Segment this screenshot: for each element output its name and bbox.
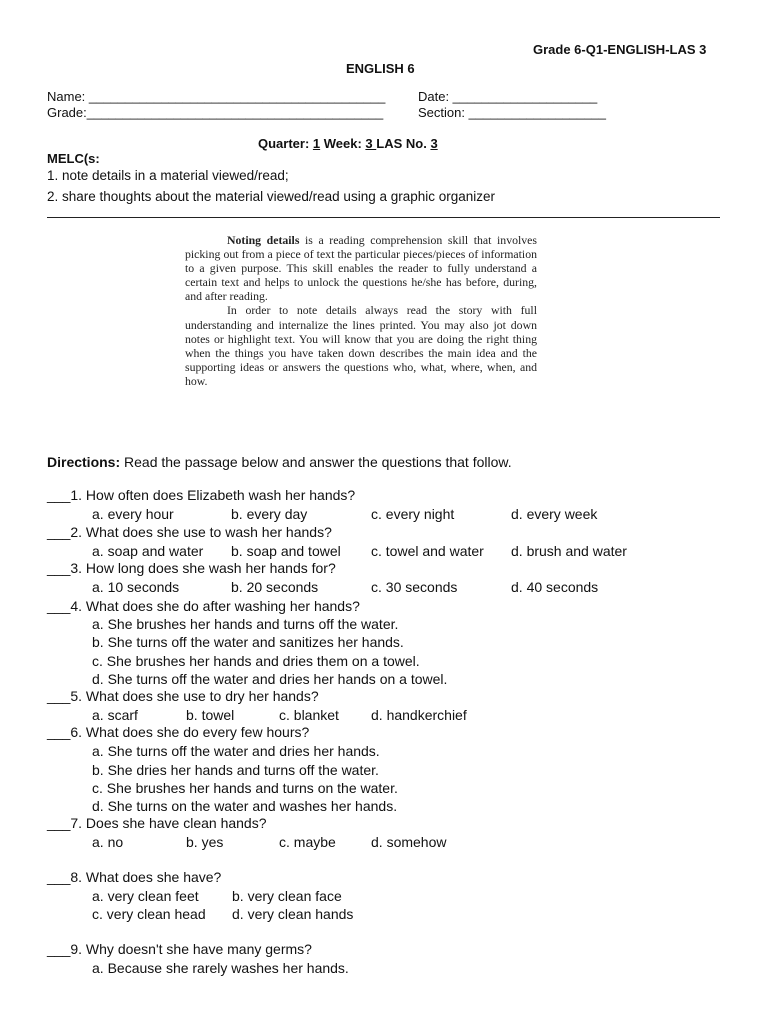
q4-option-c: c. She brushes her hands and dries them on a towel. [92, 653, 420, 669]
q1-option-c: c. every night [371, 506, 455, 522]
q7-option-a: a. no [92, 834, 124, 850]
las-label: LAS No. [376, 136, 431, 151]
quarter-week-line [258, 136, 438, 151]
q4-option-b: b. She turns off the water and sanitizes her hands. [92, 634, 404, 650]
q9-option-a: a. Because she rarely washes her hands. [92, 960, 349, 976]
q5-option-a: a. scarf [92, 707, 138, 723]
date-field: Date: ____________________ [418, 89, 598, 104]
q6-option-c: c. She brushes her hands and turns on the water. [92, 780, 398, 796]
directions-label: Directions: [47, 454, 121, 470]
question-3: ___3. How long does she wash her hands for? [47, 560, 336, 576]
q4-option-d: d. She turns off the water and dries her hands on a towel. [92, 671, 448, 687]
q5-option-d: d. handkerchief [371, 707, 467, 723]
melc-title: MELC(s: [47, 151, 100, 166]
question-4: ___4. What does she do after washing her hands? [47, 598, 360, 614]
q8-option-c: c. very clean head [92, 906, 206, 922]
q7-option-c: c. maybe [279, 834, 336, 850]
directions [47, 454, 512, 470]
question-7: ___7. Does she have clean hands? [47, 815, 267, 831]
melc-item: 2. share thoughts about the material viewed/read using a graphic organizer [47, 189, 496, 204]
question-6: ___6. What does she do every few hours? [47, 724, 310, 740]
question-9: ___9. Why doesn't she have many germs? [47, 941, 312, 957]
q1-option-d: d. every week [511, 506, 598, 522]
directions-text: Read the passage below and answer the questions that follow. [120, 454, 512, 470]
q3-option-a: a. 10 seconds [92, 579, 180, 595]
q3-option-b: b. 20 seconds [231, 579, 319, 595]
q1-option-b: b. every day [231, 506, 308, 522]
passage-text-1: is a reading comprehension skill that involves picking out from a piece of text the particular pieces/pieces of information to a given purpose. This skill enables the reader to fully understand a certain text and helps to unlock the questions he/she has before, during, and after reading. [185, 233, 537, 304]
name-field: Name: _________________________________________ [47, 89, 386, 104]
q7-option-d: d. somehow [371, 834, 447, 850]
q6-option-d: d. She turns on the water and washes her hands. [92, 798, 398, 814]
q8-option-a: a. very clean feet [92, 888, 199, 904]
q2-option-b: b. soap and towel [231, 543, 341, 559]
las-number: 3 [430, 136, 438, 151]
question-8: ___8. What does she have? [47, 869, 222, 885]
melc-item: 1. note details in a material viewed/read; [47, 168, 289, 183]
week-number: 3 [365, 136, 377, 151]
document-code: Grade 6-Q1-ENGLISH-LAS 3 [533, 42, 707, 57]
section-field: Section: ___________________ [418, 105, 606, 120]
passage-paragraph-1 [185, 233, 537, 303]
q3-option-c: c. 30 seconds [371, 579, 458, 595]
q5-option-b: b. towel [186, 707, 235, 723]
q5-option-c: c. blanket [279, 707, 339, 723]
passage-bold-lead: Noting details [227, 233, 300, 247]
q2-option-d: d. brush and water [511, 543, 627, 559]
q3-option-d: d. 40 seconds [511, 579, 599, 595]
question-1: ___1. How often does Elizabeth wash her hands? [47, 487, 356, 503]
question-2: ___2. What does she use to wash her hands? [47, 524, 332, 540]
q8-option-b: b. very clean face [232, 888, 342, 904]
noting-details-passage [185, 233, 537, 388]
quarter-label: Quarter: [258, 136, 313, 151]
divider-line [47, 217, 720, 218]
q2-option-c: c. towel and water [371, 543, 484, 559]
q6-option-b: b. She dries her hands and turns off the water. [92, 762, 379, 778]
q8-option-d: d. very clean hands [232, 906, 354, 922]
week-label: Week: [320, 136, 366, 151]
passage-paragraph-2: In order to note details always read the story with full understanding and internalize the lines printed. You may also jot down notes or highlight text. You will know that you are doing the right thing when the things you have taken down describes the main idea and the supporting ideas or answers the questions who, what, where, when, and how. [185, 303, 537, 388]
q2-option-a: a. soap and water [92, 543, 204, 559]
subject-title: ENGLISH 6 [346, 61, 415, 76]
q1-option-a: a. every hour [92, 506, 174, 522]
q4-option-a: a. She brushes her hands and turns off the water. [92, 616, 399, 632]
question-5: ___5. What does she use to dry her hands? [47, 688, 319, 704]
q7-option-b: b. yes [186, 834, 224, 850]
q6-option-a: a. She turns off the water and dries her hands. [92, 743, 380, 759]
quarter-number: 1 [312, 136, 321, 151]
grade-field: Grade:_________________________________________ [47, 105, 384, 120]
